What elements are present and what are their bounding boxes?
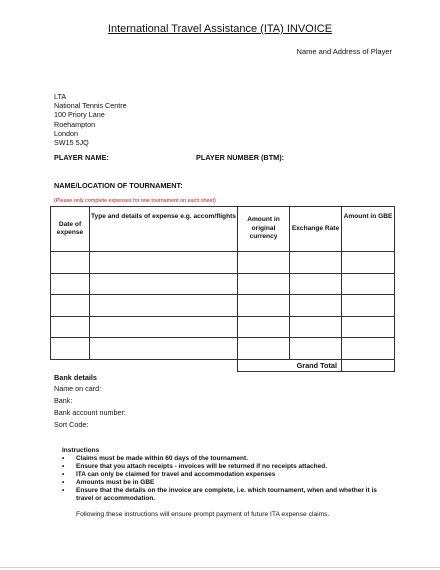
instruction-text: ITA can only be claimed for travel and accommodation expenses [76, 471, 276, 478]
table-row [51, 273, 395, 295]
address-block [54, 92, 127, 147]
bullet-icon: • [62, 471, 65, 478]
cell-exchange-rate[interactable] [290, 338, 342, 360]
cell-amount-gbp[interactable] [342, 252, 395, 274]
table-row [51, 295, 395, 317]
instructions-list [62, 455, 382, 503]
header-date: Date of expense [51, 207, 90, 252]
header-amount-original: Amount in original currency [238, 207, 290, 252]
name-address-label: Name and Address of Player [296, 47, 392, 56]
invoice-title: International Travel Assistance (ITA) INVOICE [107, 23, 333, 35]
cell-date[interactable] [51, 316, 90, 338]
address-line: LTA [54, 92, 67, 101]
cell-exchange-rate[interactable] [290, 273, 342, 295]
player-name-label: PLAYER NAME: [54, 153, 109, 162]
footer-note: Following these instructions will ensure prompt payment of future ITA expense claims. [76, 511, 330, 518]
list-item [62, 479, 382, 487]
table-row [51, 338, 395, 360]
cell-date[interactable] [51, 252, 90, 274]
cell-date[interactable] [51, 295, 90, 317]
cell-amount-original[interactable] [238, 252, 290, 274]
cell-amount-original[interactable] [238, 316, 290, 338]
grand-total-value[interactable] [342, 359, 395, 371]
table-row [51, 316, 395, 338]
bullet-icon: • [62, 479, 65, 486]
cell-exchange-rate[interactable] [290, 316, 342, 338]
cell-amount-gbp[interactable] [342, 295, 395, 317]
list-item [62, 463, 382, 471]
address-line: Roehampton [54, 119, 96, 129]
bank-account-number-label: Bank account number: [54, 408, 126, 417]
grand-total-row [51, 359, 395, 371]
list-item [62, 455, 382, 463]
table-header-row [51, 207, 395, 252]
grand-total-label: Grand Total [238, 359, 342, 371]
bullet-icon: • [62, 455, 65, 462]
cell-amount-original[interactable] [238, 273, 290, 295]
address-line: 100 Priory Lane [54, 110, 105, 120]
total-spacer [90, 359, 238, 371]
cell-date[interactable] [51, 273, 90, 295]
cell-amount-gbp[interactable] [342, 316, 395, 338]
expenses-table [50, 206, 395, 372]
list-item [62, 471, 382, 479]
list-item [62, 487, 382, 503]
cell-type[interactable] [90, 338, 238, 360]
cell-date[interactable] [51, 338, 90, 360]
instruction-text: Amounts must be in GBE [76, 479, 155, 486]
address-line: London [54, 128, 78, 138]
expense-note: (Please only complete expenses for one tournament on each sheet) [54, 198, 216, 204]
instruction-text: Claims must be made within 60 days of the tournament. [76, 455, 248, 462]
bank-details-title: Bank details [54, 373, 97, 382]
header-type: Type and details of expense e.g. accom/flights [90, 207, 238, 252]
cell-type[interactable] [90, 252, 238, 274]
cell-amount-gbp[interactable] [342, 273, 395, 295]
cell-amount-original[interactable] [238, 295, 290, 317]
address-line: National Tennis Centre [54, 101, 127, 111]
header-amount-gbp: Amount in GBE [342, 207, 395, 252]
table-row [51, 252, 395, 274]
instructions-block [62, 447, 382, 503]
page-edge-divider [0, 567, 440, 568]
cell-exchange-rate[interactable] [290, 295, 342, 317]
player-number-label: PLAYER NUMBER (BTM): [196, 153, 285, 162]
address-line: SW15 5JQ [54, 138, 89, 148]
cell-amount-original[interactable] [238, 338, 290, 360]
cell-type[interactable] [90, 316, 238, 338]
cell-amount-gbp[interactable] [342, 338, 395, 360]
total-spacer [51, 359, 90, 371]
bullet-icon: • [62, 463, 65, 470]
tournament-label: NAME/LOCATION OF TOURNAMENT: [54, 181, 183, 190]
instruction-text: Ensure that the details on the invoice are complete, i.e. which tournament, when and whether it is travel or accommodation. [76, 487, 377, 502]
name-on-card-label: Name on card: [54, 384, 102, 393]
header-exchange-rate: Exchange Rate [290, 207, 342, 252]
sort-code-label: Sort Code: [54, 420, 89, 429]
cell-type[interactable] [90, 295, 238, 317]
bank-label: Bank: [54, 396, 73, 405]
bullet-icon: • [62, 487, 65, 494]
instructions-heading: Instructions [62, 447, 100, 454]
instruction-text: Ensure that you attach receipts - invoices will be returned if no receipts attached. [76, 463, 328, 470]
cell-exchange-rate[interactable] [290, 252, 342, 274]
cell-type[interactable] [90, 273, 238, 295]
